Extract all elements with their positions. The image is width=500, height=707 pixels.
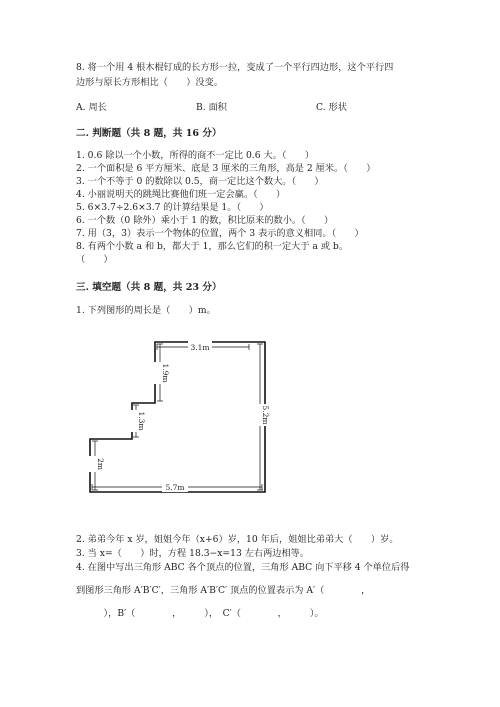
tf-item-5: 5. 6×3.7÷2.6×3.7 的计算结果是 1。（ ） bbox=[76, 202, 269, 213]
tf-item-6: 6. 一个数（0 除外）乘小于 1 的数，积比原来的数小。（ ） bbox=[76, 215, 334, 226]
q8-option-c: C. 形状 bbox=[316, 102, 347, 113]
fill-q4-line1: 4. 在图中写出三角形 ABC 各个顶点的位置，三角形 ABC 向下平移 4 个单位后得 bbox=[76, 562, 410, 573]
fill-q2-text: 2. 弟弟今年 x 岁，姐姐今年（x+6）岁，10 年后，姐姐比弟弟大（ ）岁。 bbox=[76, 534, 399, 545]
q8-text-line2: 边形与原长方形相比（ ）没变。 bbox=[76, 77, 223, 88]
section2-heading: 二. 判断题（共 8 题，共 16 分） bbox=[76, 128, 222, 139]
q8-option-b: B. 面积 bbox=[196, 102, 227, 113]
dim-label-step-upper: 1.9m bbox=[161, 363, 170, 383]
dim-label-top: 3.1m bbox=[190, 343, 210, 352]
tf-item-8: 8. 有两个小数 a 和 b，都大于 1，那么它们的积一定大于 a 或 b。 bbox=[76, 241, 349, 252]
section3-heading: 三. 填空题（共 8 题，共 23 分） bbox=[76, 282, 222, 293]
tf-item-2: 2. 一个面积是 6 平方厘米、底是 3 厘米的三角形，高是 2 厘米。（ ） bbox=[76, 163, 376, 174]
dimension-lines bbox=[92, 344, 263, 490]
dim-label-step-middle: 1.3m bbox=[137, 411, 146, 431]
tf-item-7: 7. 用（3，3）表示一个物体的位置，两个 3 表示的意义相同。（ ） bbox=[76, 228, 364, 239]
tf-item-8-answer: （ ） bbox=[76, 254, 113, 265]
q8-text-line1: 8. 将一个用 4 根木棍钉成的长方形一拉，变成了一个平行四边形，这个平行四 bbox=[76, 62, 394, 73]
tf-item-1: 1. 0.6 除以一个小数，所得的商不一定比 0.6 大。（ ） bbox=[76, 150, 315, 161]
tf-item-3: 3. 一个不等于 0 的数除以 0.5，商一定比这个数大。（ ） bbox=[76, 176, 324, 187]
fill-q4-line3: ），B′（ ， ）， C′（ ， ）。 bbox=[76, 608, 324, 619]
fill-q1-text: 1. 下列图形的周长是（ ）m。 bbox=[76, 305, 216, 316]
dim-label-right: 5.2m bbox=[261, 405, 270, 425]
figure-outline bbox=[90, 342, 265, 492]
q8-option-a: A. 周长 bbox=[76, 102, 107, 113]
fill-q3-text: 3. 当 x=（ ）时，方程 18.3−x=13 左右两边相等。 bbox=[76, 548, 310, 559]
dim-label-bottom: 5.7m bbox=[165, 483, 185, 492]
tf-item-4: 4. 小丽说明天的跳绳比赛他们班一定会赢。（ ） bbox=[76, 189, 286, 200]
dim-label-step-lower: 2m bbox=[96, 458, 105, 470]
fill-q4-line2: 到图形三角形 A′B′C′，三角形 A′B′C′ 顶点的位置表示为 A′（ ， bbox=[76, 585, 371, 596]
